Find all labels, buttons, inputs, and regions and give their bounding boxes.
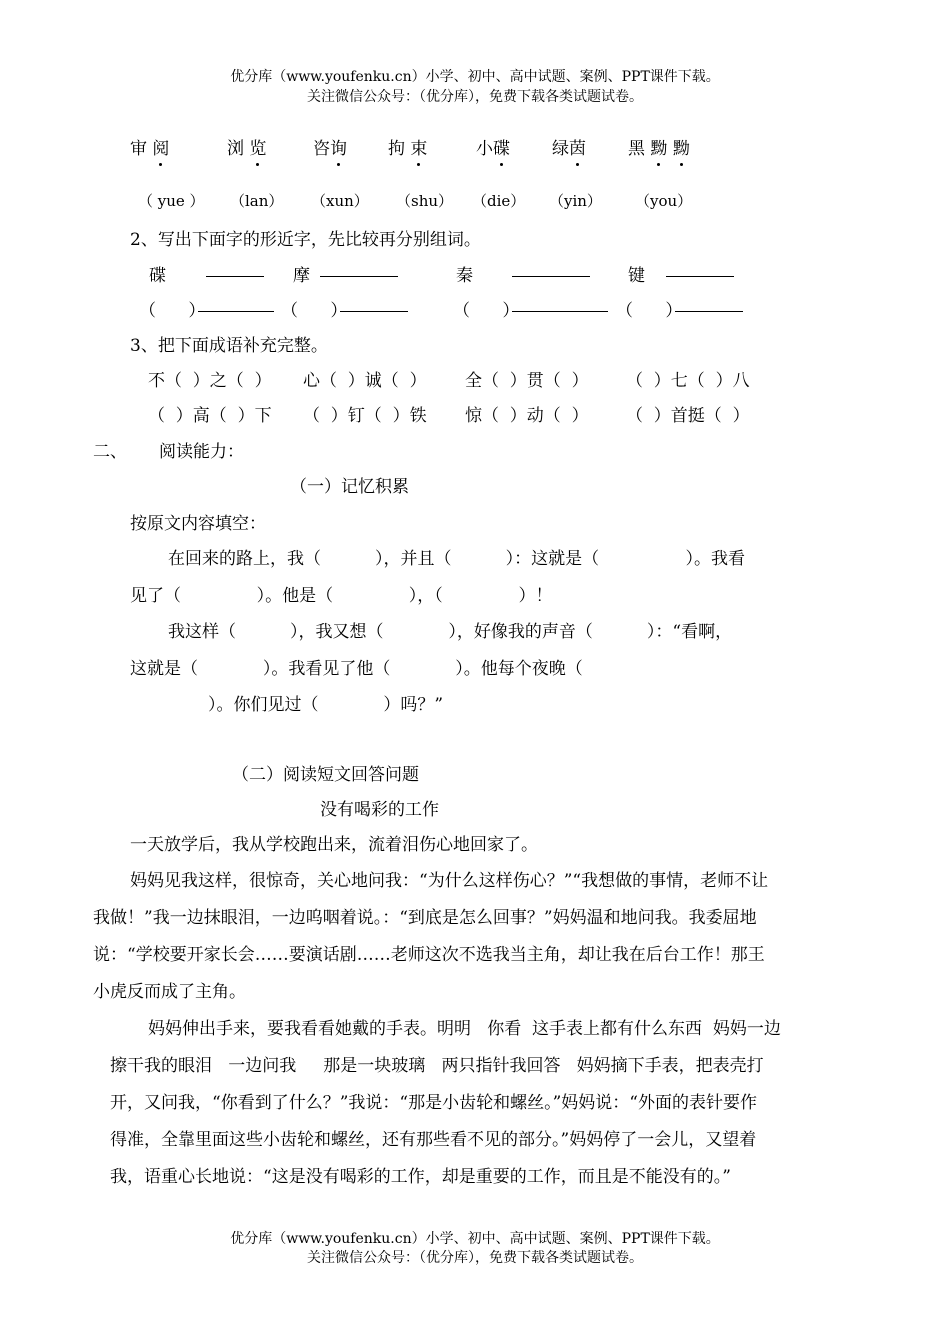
q1-word: 小碟 [476, 134, 510, 159]
idiom: 全（ ）贯（ ） [465, 371, 589, 391]
story-title: 没有喝彩的工作 [320, 800, 439, 820]
idiom: 不（ ）之（ ） [148, 371, 272, 391]
answer-blank[interactable] [512, 262, 590, 277]
q1-word: 浏 览 [227, 134, 266, 159]
text-line: 我做！”我一边抹眼泪，一边呜咽着说。：“到底是怎么回事？”妈妈温和地问我。我委屈地 [93, 908, 757, 928]
paren-blank[interactable]: （ ） [453, 301, 520, 321]
text-line: 妈妈见我这样，很惊奇，关心地问我：“为什么这样伤心？”“我想做的事情，老师不让 [130, 871, 769, 891]
q3-title: 3、把下面成语补充完整。 [130, 336, 328, 356]
pinyin: （die） [472, 192, 526, 210]
text-line: 擦干我的眼泪 一边问我 那是一块玻璃 两只指针我回答 妈妈摘下手表，把表壳打 [110, 1056, 764, 1076]
instruction: 按原文内容填空： [130, 514, 266, 534]
text-line: 我，语重心长地说：“这是没有喝彩的工作，却是重要的工作，而且是不能没有的。” [110, 1167, 731, 1187]
fill-line: 在回来的路上，我（ ），并且（ ）：这就是（ ）。我看 [168, 549, 746, 569]
fill-line: 见了（ ）。他是（ ），（ ）！ [130, 586, 553, 606]
pinyin: （shu） [396, 192, 454, 210]
text-line: 小虎反而成了主角。 [93, 982, 246, 1002]
q1-word: 咨询 [313, 134, 347, 159]
footer-line-2: 关注微信公众号：（优分库），免费下载各类试题试卷。 [307, 1250, 643, 1266]
section-number: 二、 [93, 442, 127, 462]
answer-blank[interactable] [675, 297, 743, 312]
q1-word: 黑 黝 黝 [628, 134, 690, 159]
q1-word: 审 阅 [130, 134, 169, 159]
idiom: （ ）首挺（ ） [626, 406, 750, 426]
text-line: 说：“学校要开家长会……要演话剧……老师这次不选我当主角，却让我在后台工作！那王 [93, 945, 765, 965]
idiom: （ ）七（ ）八 [626, 371, 750, 391]
q1-word: 拘 束 [388, 134, 427, 159]
idiom: （ ）高（ ）下 [148, 406, 272, 426]
pinyin: （xun） [311, 192, 369, 210]
fill-line: ）。你们见过（ ）吗？” [208, 695, 444, 715]
header-line-2: 关注微信公众号：（优分库），免费下载各类试题试卷。 [307, 89, 643, 105]
answer-blank[interactable] [512, 297, 608, 312]
answer-blank[interactable] [666, 262, 734, 277]
answer-blank[interactable] [320, 262, 398, 277]
text-line: 开，又问我，“你看到了什么？”我说：“那是小齿轮和螺丝。”妈妈说：“外面的表针要作 [110, 1093, 757, 1113]
fill-line: 这就是（ ）。我看见了他（ ）。他每个夜晚（ [130, 659, 583, 679]
section-title: 阅读能力： [159, 442, 244, 462]
pinyin: （ yue ） [138, 192, 205, 210]
text-line: 妈妈伸出手来，要我看看她戴的手表。明明 你看 这手表上都有什么东西 妈妈一边 [148, 1019, 781, 1039]
subsection-title: （一）记忆积累 [290, 477, 409, 497]
idiom: 心（ ）诚（ ） [303, 371, 427, 391]
pinyin: （lan） [230, 192, 284, 210]
header-line-1: 优分库（www.youfenku.cn）小学、初中、高中试题、案例、PPT课件下载。 [230, 69, 720, 85]
paragraph: 一天放学后，我从学校跑出来，流着泪伤心地回家了。 [130, 835, 538, 855]
pinyin: （you） [635, 192, 693, 210]
q2-char: 键 [628, 266, 645, 286]
q2-char: 摩 [293, 266, 310, 286]
q2-char: 碟 [149, 266, 166, 286]
text-line: 得准，全靠里面这些小齿轮和螺丝，还有那些看不见的部分。”妈妈停了一会儿，又望着 [110, 1130, 757, 1150]
q2-char: 秦 [456, 266, 473, 286]
paren-blank[interactable]: （ ） [139, 301, 206, 321]
paren-blank[interactable]: （ ） [616, 301, 683, 321]
idiom: 惊（ ）动（ ） [465, 406, 589, 426]
q2-title: 2、写出下面字的形近字，先比较再分别组词。 [130, 230, 481, 250]
pinyin: （yin） [549, 192, 602, 210]
paren-blank[interactable]: （ ） [281, 301, 348, 321]
fill-line: 我这样（ ），我又想（ ），好像我的声音（ ）：“看啊， [168, 622, 733, 642]
answer-blank[interactable] [206, 262, 264, 277]
answer-blank[interactable] [340, 297, 408, 312]
idiom: （ ）钉（ ）铁 [303, 406, 427, 426]
answer-blank[interactable] [198, 297, 274, 312]
subsection-title: （二）阅读短文回答问题 [232, 765, 419, 785]
q1-word: 绿茵 [552, 134, 586, 159]
footer-line-1: 优分库（www.youfenku.cn）小学、初中、高中试题、案例、PPT课件下载。 [230, 1231, 720, 1247]
